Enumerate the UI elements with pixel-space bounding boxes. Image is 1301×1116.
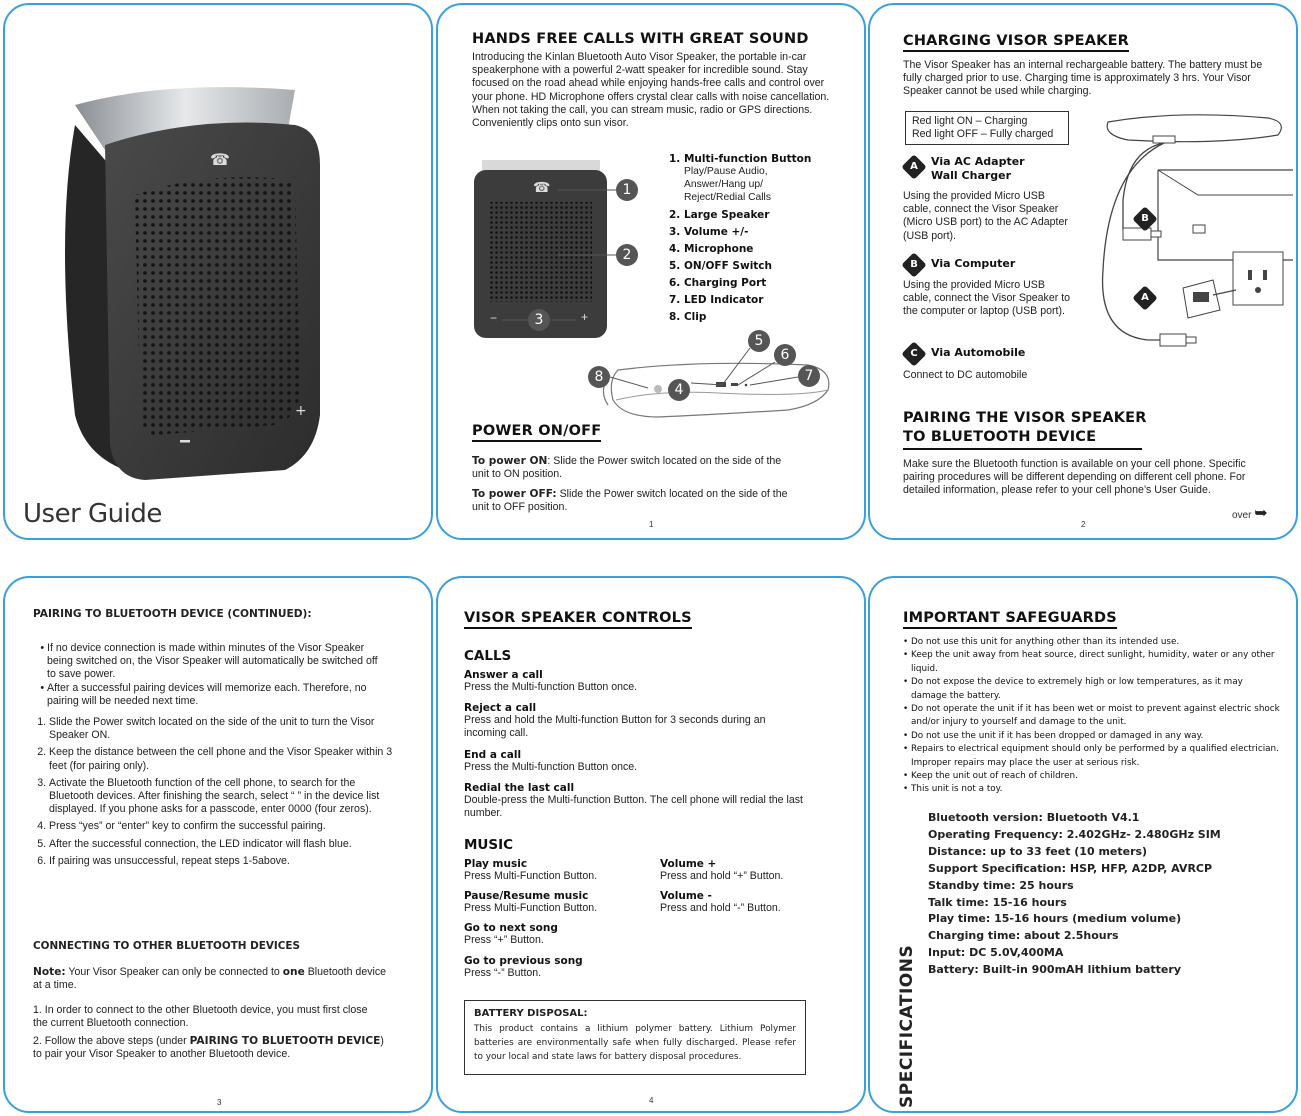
call-item xyxy=(464,749,809,774)
feature-item-6: 6. Charging Port xyxy=(669,277,767,289)
note-emphasis: one xyxy=(282,966,305,978)
intro-panel xyxy=(436,3,866,540)
pairing-step: 6. If pairing was unsuccessful, repeat steps 1-5above. xyxy=(49,855,394,868)
over-label xyxy=(1232,503,1268,523)
music-item-title: Go to previous song xyxy=(464,954,583,967)
arrow-right-icon: ➥ xyxy=(1254,505,1268,522)
light-status-box xyxy=(905,111,1069,145)
call-item-text: Press and hold the Multi-function Button for 3 seconds during an incoming call. xyxy=(464,714,766,740)
music-item-title: Pause/Resume music xyxy=(464,890,589,903)
battery-text: This product contains a lithium polymer battery. Lithium Polymer batteries are environmentally safe when fully discharged. Please refer to your local and state laws for battery disposal procedures. xyxy=(474,1024,796,1062)
calls-list xyxy=(464,669,809,820)
note-text-end: Bluetooth device at a time. xyxy=(33,966,387,992)
music-heading: MUSIC xyxy=(464,837,514,853)
call-item-title: Answer a call xyxy=(464,669,543,681)
call-item xyxy=(464,782,809,820)
feature-sub: Reject/Redial Calls xyxy=(684,192,771,203)
safeguards-heading: IMPORTANT SAFEGUARDS xyxy=(903,610,1117,629)
call-item-text: Double-press the Multi-function Button. The cell phone will redial the last number. xyxy=(464,793,803,820)
step2-suffix: ) to pair your Visor Speaker to another Bluetooth device. xyxy=(33,1035,384,1061)
call-item-title: End a call xyxy=(464,748,522,761)
option-a-title-line1: Via AC Adapter xyxy=(931,155,1025,168)
power-on-desc: : Slide the Power switch located on the side of the unit to ON position. xyxy=(472,455,782,481)
callout-7: 7 xyxy=(798,365,820,387)
music-item-title: Go to next song xyxy=(464,922,558,935)
power-off-text xyxy=(472,488,792,514)
music-item xyxy=(464,955,654,980)
safeguard-item: • Do not operate the unit if it has been wet or moist to prevent against electric shock and/or injury to yourself and damage to the unit. xyxy=(911,703,1281,730)
feature-item-7: 7. LED Indicator xyxy=(669,294,764,306)
callout-8: 8 xyxy=(588,366,610,388)
spec-item: Standby time: 25 hours xyxy=(928,878,1074,892)
power-off-desc: Slide the Power switch located on the side of the unit to OFF position. xyxy=(472,488,788,514)
callout-3: 3 xyxy=(528,309,550,331)
call-item-text: Press the Multi-function Button once. xyxy=(464,681,638,693)
connecting-step-2 xyxy=(33,1035,395,1061)
page-number: 4 xyxy=(649,1096,654,1105)
pairing-step: 3. Activate the Bluetooth function of the cell phone, to search for the Bluetooth devices. After finishing the search, select “ ” in the device list displayed. If you phone asks for a passcode, enter 0000 (four zeros). xyxy=(49,777,394,817)
feature-name: Multi-function Button xyxy=(683,153,812,165)
diagram-b-badge: B xyxy=(1132,206,1157,231)
option-a-text: Using the provided Micro USB cable, connect the Visor Speaker (Micro USB port) to the AC Adapter (USB port). xyxy=(903,190,1068,242)
pairing-step: 4. Press “yes” or “enter” key to confirm the successful pairing. xyxy=(49,820,394,833)
option-c-title: Via Automobile xyxy=(931,346,1026,359)
pairing-continued-heading: PAIRING TO BLUETOOTH DEVICE (CONTINUED): xyxy=(33,608,312,620)
call-item xyxy=(464,669,809,694)
pairing-heading-line2: TO BLUETOOTH DEVICE xyxy=(903,428,1142,450)
diagram-a-badge: A xyxy=(1132,285,1157,310)
music-item-text: Press “-” Button. xyxy=(464,966,542,979)
music-item-text: Press Multi-Function Button. xyxy=(464,870,598,882)
option-b-badge: B xyxy=(901,252,926,277)
pairing-step: 1. Slide the Power switch located on the side of the unit to turn the Visor Speaker ON. xyxy=(49,716,394,742)
music-item xyxy=(660,858,850,883)
controls-heading: VISOR SPEAKER CONTROLS xyxy=(464,610,692,629)
music-item-title: Play music xyxy=(464,858,528,870)
step2-reference: PAIRING TO BLUETOOTH DEVICE xyxy=(189,1035,381,1047)
controls-panel xyxy=(436,576,866,1113)
callout-5: 5 xyxy=(748,330,770,352)
battery-heading: BATTERY DISPOSAL: xyxy=(474,1008,588,1019)
safeguard-item: • Keep the unit away from heat source, direct sunlight, humidity, water or any other liquid. xyxy=(911,649,1281,676)
charging-panel xyxy=(868,3,1298,540)
note-text: Your Visor Speaker can only be connected to xyxy=(65,966,283,978)
spec-item: Operating Frequency: 2.402GHz- 2.480GHz SIM xyxy=(928,827,1221,841)
step2-prefix: 2. Follow the above steps (under xyxy=(33,1035,190,1047)
music-list-right xyxy=(660,858,850,915)
svg-text:☎: ☎ xyxy=(210,150,230,169)
option-c-badge: C xyxy=(901,341,926,366)
option-a-title xyxy=(931,155,1025,183)
connecting-heading: CONNECTING TO OTHER BLUETOOTH DEVICES xyxy=(33,940,300,952)
safeguard-item: • Keep the unit out of reach of children. xyxy=(911,770,1281,783)
music-item-text: Press Multi-Function Button. xyxy=(464,902,598,915)
light-off-text: Red light OFF – Fully charged xyxy=(912,128,1054,140)
pairing-text: Make sure the Bluetooth function is available on your cell phone. Specific pairing procedures will be different depending on different cell phone. For detailed information, please refer to your cell phone’s User Guide. xyxy=(903,458,1246,497)
feature-item-8: 8. Clip xyxy=(669,311,707,323)
intro-text: Introducing the Kinlan Bluetooth Auto Visor Speaker, the portable in-car speakerphone with a powerful 2-watt speaker for incredible sound. Stay focused on the road ahead while enjoying hands-free calls and control over your phone. HD Microphone offers crystal clear calls with noise cancellation. When not taking the call, you can stream music, radio or GPS directions. Conveniently clips onto sun visor. xyxy=(472,51,830,130)
option-a-title-line2: Wall Charger xyxy=(931,169,1012,182)
feature-item-2: 2. Large Speaker xyxy=(669,209,770,221)
safeguards-list xyxy=(901,636,1281,797)
pairing-bullet: • After a successful pairing devices will memorize each. Therefore, no pairing will be needed next time. xyxy=(47,682,387,708)
pairing-continued-panel xyxy=(3,576,433,1113)
charging-heading: CHARGING VISOR SPEAKER xyxy=(903,33,1129,52)
svg-text:☎: ☎ xyxy=(533,180,551,196)
callout-6: 6 xyxy=(774,344,796,366)
feature-sub: Answer/Hang up/ xyxy=(684,179,763,190)
callout-2: 2 xyxy=(616,244,638,266)
safeguard-item: • This unit is not a toy. xyxy=(911,783,1281,796)
power-off-label: To power OFF: xyxy=(472,488,557,500)
battery-disposal-box xyxy=(464,1000,806,1075)
call-item-text: Press the Multi-function Button once. xyxy=(464,760,638,773)
spec-item: Play time: 15-16 hours (medium volume) xyxy=(928,912,1182,926)
pairing-heading xyxy=(903,409,1147,450)
feature-item-3: 3. Volume +/- xyxy=(669,226,749,238)
safeguard-item: • Do not use this unit for anything other than its intended use. xyxy=(911,636,1281,649)
music-list-left xyxy=(464,858,654,980)
safeguard-item: • Do not use the unit if it has been dropped or damaged in any way. xyxy=(911,730,1281,743)
music-item-text: Press “+” Button. xyxy=(464,934,544,947)
feature-item-4: 4. Microphone xyxy=(669,243,754,255)
spec-item: Distance: up to 33 feet (10 meters) xyxy=(928,844,1148,858)
music-item xyxy=(660,890,850,915)
option-c-text: Connect to DC automobile xyxy=(903,369,1028,381)
page-number: 3 xyxy=(217,1098,222,1107)
light-on-text: Red light ON – Charging xyxy=(912,115,1028,127)
power-heading: POWER ON/OFF xyxy=(472,423,601,442)
spec-item: Charging time: about 2.5hours xyxy=(928,929,1119,943)
note-label: Note: xyxy=(33,966,66,978)
volume-plus-label: + xyxy=(581,310,589,324)
music-item xyxy=(464,922,654,947)
feature-number: 1. xyxy=(669,153,681,165)
power-on-label: To power ON xyxy=(472,455,548,467)
cover-title: User Guide xyxy=(23,499,162,529)
music-item-title: Volume - xyxy=(660,890,712,903)
calls-heading: CALLS xyxy=(464,648,512,664)
charging-diagram xyxy=(1088,110,1293,350)
spec-item: Support Specification: HSP, HFP, A2DP, AVRCP xyxy=(928,861,1213,875)
option-b-text: Using the provided Micro USB cable, connect the Visor Speaker to the computer or laptop (USB port). xyxy=(903,279,1071,318)
safeguards-panel xyxy=(868,576,1298,1113)
safeguard-item: • Repairs to electrical equipment should only be performed by a qualified electrician. Improper repairs may place the user at serious risk. xyxy=(911,743,1281,770)
pairing-steps xyxy=(33,716,394,868)
option-a-badge: A xyxy=(901,154,926,179)
safeguard-item: • Do not expose the device to extremely high or low temperatures, as it may damage the battery. xyxy=(911,676,1281,703)
spec-item: Talk time: 15-16 hours xyxy=(928,895,1067,909)
pairing-heading-line1: PAIRING THE VISOR SPEAKER xyxy=(903,410,1147,426)
volume-minus-label: − xyxy=(490,311,498,325)
connecting-note xyxy=(33,966,395,992)
pairing-step: 2. Keep the distance between the cell phone and the Visor Speaker within 3 feet (for pairing only). xyxy=(49,746,394,772)
music-item-text: Press and hold “+” Button. xyxy=(660,870,784,882)
page-number: 2 xyxy=(1081,520,1086,529)
music-item-title: Volume + xyxy=(660,858,717,870)
page-number: 1 xyxy=(649,520,654,529)
specifications-list xyxy=(928,810,1278,979)
specifications-label: SPECIFICATIONS xyxy=(897,944,917,1108)
intro-heading: HANDS FREE CALLS WITH GREAT SOUND xyxy=(472,31,809,47)
music-item xyxy=(464,858,654,883)
callout-4: 4 xyxy=(668,379,690,401)
visor-speaker-image xyxy=(45,85,355,490)
pairing-bullets xyxy=(33,642,387,708)
call-item xyxy=(464,702,809,740)
music-item xyxy=(464,890,654,915)
cover-panel xyxy=(3,3,433,540)
pairing-step: 5. After the successful connection, the LED indicator will flash blue. xyxy=(49,838,394,851)
spec-item: Bluetooth version: Bluetooth V4.1 xyxy=(928,811,1140,824)
option-b-title: Via Computer xyxy=(931,257,1016,270)
music-item-text: Press and hold “-” Button. xyxy=(660,902,781,915)
svg-text:+: + xyxy=(295,403,307,419)
feature-item-5: 5. ON/OFF Switch xyxy=(669,260,773,272)
spec-item: Battery: Built-in 900mAH lithium battery xyxy=(928,963,1181,977)
charging-intro: The Visor Speaker has an internal rechargeable battery. The battery must be fully charged prior to use. Charging time is approximately 3 hrs. Your Visor Speaker cannot be used while charging. xyxy=(903,59,1263,98)
connecting-step-1: 1. In order to connect to the other Bluetooth device, you must first close the current Bluetooth connection. xyxy=(33,1004,368,1030)
pairing-bullet: • If no device connection is made within minutes of the Visor Speaker being switched on, the Visor Speaker will automatically be switched off to save power. xyxy=(47,642,387,682)
power-on-text xyxy=(472,455,792,481)
call-item-title: Redial the last call xyxy=(464,781,575,794)
callout-1: 1 xyxy=(616,179,638,201)
spec-item: Input: DC 5.0V,400MA xyxy=(928,946,1064,960)
over-text: over xyxy=(1232,510,1252,521)
call-item-title: Reject a call xyxy=(464,702,537,715)
feature-sub: Play/Pause Audio, xyxy=(684,166,768,177)
